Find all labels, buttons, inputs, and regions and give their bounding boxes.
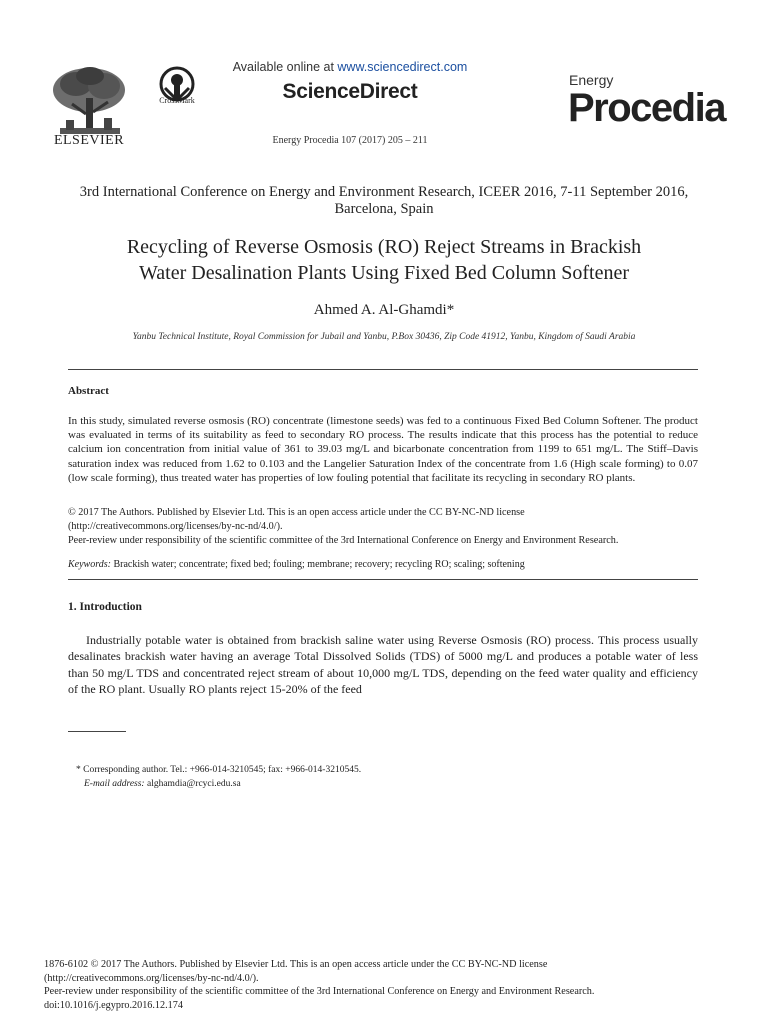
conference-name: 3rd International Conference on Energy and Environment Research, ICEER 2016, 7-11 September 2016, Barcelona, Spain	[79, 184, 689, 217]
crossmark-label: CrossMark	[159, 96, 195, 105]
peer-review-notice: Peer-review under responsibility of the scientific committee of the 3rd International Conference on Energy and Environment Research.	[68, 535, 619, 546]
section-heading-introduction: 1. Introduction	[68, 601, 142, 613]
paper-title	[50, 234, 718, 286]
email-address[interactable]: alghamdia@rcyci.edu.sa	[144, 779, 241, 789]
journal-logo-procedia: Procedia	[568, 86, 725, 130]
introduction-paragraph: Industrially potable water is obtained from brackish saline water using Reverse Osmosis (RO) process. This process usually desalinates brackish water having an average Total Dissolved Solids (TDS) of 5000 mg/L and produces a potable water of less than 50 mg/L TDS and concentrated reject stream of about 10,000 mg/L TDS, depending on the feed water quality and efficiency of the RO plant. Usually RO plants reject 15-20% of the feed	[68, 633, 698, 696]
abstract-bottom-rule	[68, 579, 698, 580]
copyright-line-1: © 2017 The Authors. Published by Elsevier Ltd. This is an open access article under the CC BY-NC-ND license	[68, 507, 525, 518]
paper-title-line-1: Recycling of Reverse Osmosis (RO) Reject Streams in Brackish	[126, 236, 642, 258]
copyright-notice	[68, 506, 698, 533]
footnote-rule	[68, 731, 126, 732]
email-footnote	[84, 779, 241, 789]
journal-reference: Energy Procedia 107 (2017) 205 – 211	[272, 135, 428, 146]
sciencedirect-link[interactable]: www.sciencedirect.com	[337, 60, 468, 74]
license-link[interactable]: (http://creativecommons.org/licenses/by-nc-nd/4.0/).	[68, 520, 283, 532]
bottom-peer-review: Peer-review under responsibility of the scientific committee of the 3rd International Conference on Energy and Environment Research.	[44, 986, 595, 998]
paper-title-line-2: Water Desalination Plants Using Fixed Bed Column Softener	[139, 262, 629, 284]
issn-copyright-line: 1876-6102 © 2017 The Authors. Published by Elsevier Ltd. This is an open access article under the CC BY-NC-ND license	[44, 959, 548, 970]
journal-logo-energy: Energy	[569, 72, 614, 88]
publisher-name: ELSEVIER	[53, 133, 125, 148]
abstract-top-rule	[68, 369, 698, 370]
doi-line[interactable]: doi:10.1016/j.egypro.2016.12.174	[44, 999, 183, 1011]
keywords-line	[68, 558, 698, 571]
bottom-copyright-block	[44, 958, 734, 1012]
abstract-body: In this study, simulated reverse osmosis (RO) concentrate (limestone seeds) was fed to a continuous Fixed Bed Column Softener. The product was evaluated in terms of its suitability as feed to secondary RO process. The results indicate that this process has the potential to reduce calcium ion concentration from initial value of 361 to 39.03 mg/L and bicarbonate concentration from 1199 to 651 mg/L. The Stiff–Davis saturation index was reduced from 1.62 to 0.103 and the Langelier Saturation Index of the concentrate from 1.6 (High scale forming) to 0.07 (low scale forming), thus treated water has properties of low fouling potential that facilitate its recycling in secondary RO plants.	[68, 415, 698, 484]
sciencedirect-wordmark: ScienceDirect	[282, 80, 418, 103]
keywords-label: Keywords:	[68, 559, 111, 570]
email-label: E-mail address:	[84, 779, 145, 789]
availability-prefix: Available online at	[232, 60, 338, 74]
corresponding-author-note: * Corresponding author. Tel.: +966-014-3210545; fax: +966-014-3210545.	[76, 765, 362, 775]
bottom-license-link[interactable]: (http://creativecommons.org/licenses/by-nc-nd/4.0/).	[44, 972, 259, 984]
keywords-list: Brackish water; concentrate; fixed bed; fouling; membrane; recovery; recycling RO; scaling; softening	[110, 559, 525, 570]
author-name: Ahmed A. Al-Ghamdi*	[313, 302, 455, 318]
abstract-heading: Abstract	[68, 385, 109, 397]
author-affiliation: Yanbu Technical Institute, Royal Commission for Jubail and Yanbu, P.Box 30436, Zip Code 41912, Yanbu, Kingdom of Saudi Arabia	[132, 332, 636, 342]
availability-line	[210, 60, 490, 74]
